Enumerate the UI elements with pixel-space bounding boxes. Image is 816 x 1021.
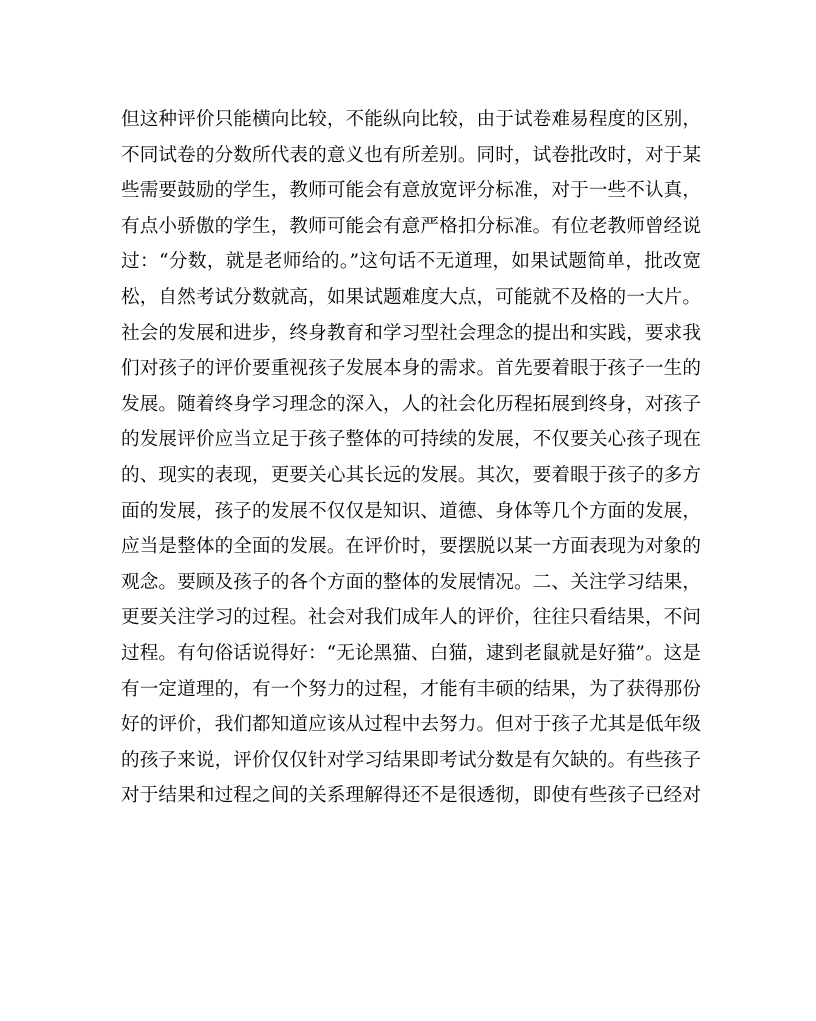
text-line-10: 的发展评价应当立足于孩子整体的可持续的发展，不仅要关心孩子现在: [121, 429, 701, 451]
text-line-16: 过程。有句俗话说得好：“无论黑猫、白猫，逮到老鼠就是好猫”。这是: [121, 642, 701, 664]
text-line-11: 的、现实的表现，更要关心其长远的发展。其次，要着眼于孩子的多方: [121, 464, 701, 486]
text-line-20: 对于结果和过程之间的关系理解得还不是很透彻，即使有些孩子已经对: [121, 785, 701, 807]
body-text: [121, 102, 701, 814]
text-line-6: 松，自然考试分数就高，如果试题难度大点，可能就不及格的一大片。: [121, 286, 701, 308]
text-line-3: 些需要鼓励的学生，教师可能会有意放宽评分标准，对于一些不认真，: [121, 180, 701, 202]
text-line-5: 过：“分数，就是老师给的。”这句话不无道理，如果试题简单，批改宽: [121, 251, 701, 273]
text-line-2: 不同试卷的分数所代表的意义也有所差别。同时，试卷批改时，对于某: [121, 144, 701, 166]
text-line-17: 有一定道理的，有一个努力的过程，才能有丰硕的结果，为了获得那份: [121, 678, 701, 700]
text-line-4: 有点小骄傲的学生，教师可能会有意严格扣分标准。有位老教师曾经说: [121, 215, 701, 237]
text-line-18: 好的评价，我们都知道应该从过程中去努力。但对于孩子尤其是低年级: [121, 714, 701, 736]
text-line-7: 社会的发展和进步，终身教育和学习型社会理念的提出和实践，要求我: [121, 322, 701, 344]
text-line-12: 面的发展，孩子的发展不仅仅是知识、道德、身体等几个方面的发展，: [121, 500, 701, 522]
text-line-14: 观念。要顾及孩子的各个方面的整体的发展情况。二、关注学习结果，: [121, 571, 701, 593]
text-line-13: 应当是整体的全面的发展。在评价时，要摆脱以某一方面表现为对象的: [121, 536, 701, 558]
text-line-15: 更要关注学习的过程。社会对我们成年人的评价，往往只看结果，不问: [121, 607, 701, 629]
text-line-8: 们对孩子的评价要重视孩子发展本身的需求。首先要着眼于孩子一生的: [121, 358, 701, 380]
text-line-19: 的孩子来说，评价仅仅针对学习结果即考试分数是有欠缺的。有些孩子: [121, 749, 701, 771]
text-line-9: 发展。随着终身学习理念的深入，人的社会化历程拓展到终身，对孩子: [121, 393, 701, 415]
text-line-1: 但这种评价只能横向比较，不能纵向比较，由于试卷难易程度的区别，: [121, 109, 701, 130]
